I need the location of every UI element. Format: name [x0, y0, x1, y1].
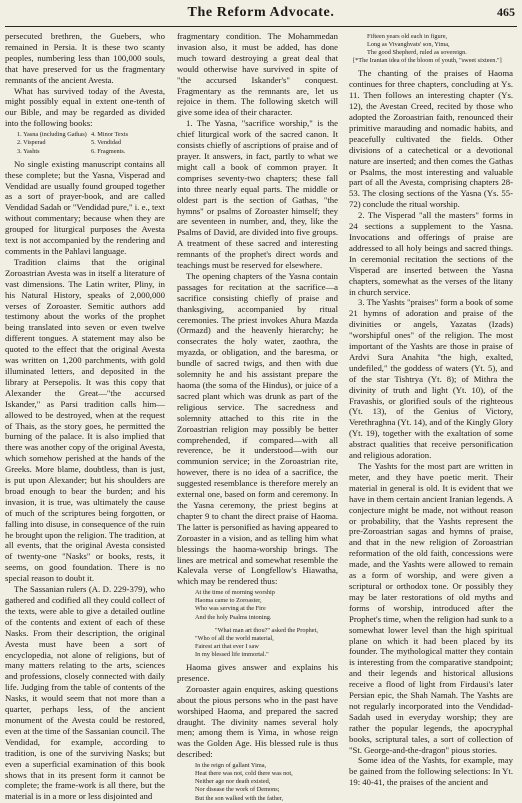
- paragraph: persecuted brethren, the Guebers, who remained in Persia. It is these two scanty peoples, numbering less than 100,000 souls, that have preserved for us the fragmentary remnants of the ancient Avesta.: [5, 31, 165, 85]
- verse-line: At the time of morning worship: [195, 589, 275, 597]
- verse-line: "Who of all the world material,: [195, 634, 274, 642]
- verse-line: Fairest art that ever I saw: [195, 642, 259, 650]
- verse-line: Long as Vivanghvats' son, Yima,: [367, 41, 450, 49]
- paragraph: Haoma gives answer and explains his presence.: [177, 661, 338, 683]
- column-left: [5, 31, 165, 802]
- verse-line: Nor disease the work of Demons;: [195, 786, 280, 794]
- verse-line: But the son walked with the father,: [195, 794, 284, 802]
- paragraph: 2. The Visperad "all the masters" forms in 24 sections a supplement to the Yasna. Invocations and offerings of praise are addressed to all holy beings and sacred things. In ceremonial recitation the sections of the Visperad are inserted between the Yasna chapters, somewhat as the verses of the litany in church service.: [349, 210, 513, 297]
- verse-line: "What man art thou?" asked the Prophet,: [215, 626, 318, 634]
- paragraph: The opening chapters of the Yasna contain passages for recitation at the sacrifice—a sacrifice consisting chiefly of praise and thanksgiving, accompanied by ritual ceremonies. The priest invokes Ahura Mazda (Ormazd) and the heavenly hierarchy; he consecrates the holy water, zaothra, the myazda, or obligation, and the baresma, or bundle of sacred twigs, and then with due solemnity he and his assistant prepare the haoma (the soma of the Hindus), or juice of a sacred plant which was drunk as part of the religious service. The sacredness and solemnity attached to this rite in the Zoroastrian religion may possibly be better comprehended, if compared—with all reverence, be it understood—with our communion service; in the Zoroastrian rite, however, there is no idea of a sacrifice, the suggested resemblance is therefore merely an external one, based on form and ceremony. In the Yasna ceremony, the priest begins at chapter 9 to chant the direct praise of Haoma. The latter is personified as having appeared to Zoroaster in a vision, and as telling him what blessings the haoma-worship brings. The lines are metrical and somewhat resemble the Kalevala verse of Longfellow's Hiawatha, which may be rendered thus:: [177, 270, 338, 587]
- nask-list: [17, 131, 165, 156]
- verse-quote: [195, 589, 338, 659]
- list-item: 5. Vendidad: [91, 139, 121, 147]
- paragraph: The Yashts for the most part are written in meter, and they have poetic merit. Their material in general is old. It is evident that we have in them certain ancient Iranian legends. A conjecture might be made, not without reason or probability, that the Yashts represent the pre-Zoroastrian sagas and hymns of praise, and that in the new religion of Zoroastrian reformation of the old faith, concessions were made, and the Yashts were allowed to remain as a form of worship, and were given a scriptural or orthodox tone. Or possibly they may be later restorations of old myths and forms of worship, introduced after the Prophet's time, when the religion had sunk to a somewhat lower level than the high spiritual plane on which it had been placed by its founder. The mythological matter they contain is interesting from the comparative standpoint; and their legends and historical allusions receive a flood of light from Firdausi's later Persian epic, the Shah Namah. The Yashts are not regularly incorporated into the Vendidad-Sadah used in everyday worship; they are rather the popular legends, the apocryphal books, scriptural tales, a sort of collection of "St. George-and-the-dragon" pious stories.: [349, 461, 513, 755]
- paragraph: The Sassanian rulers (A. D. 229-379), who gathered and codified all they could collect of the texts, were able to give a detailed outline of the contents and extent of each of these Nasks. From their description, the original Avesta must have been a sort of encyclopedia, not alone of religions, but of many matters relating to the arts, sciences and professions, closely connected with daily life. Judging from the table of contents of the Nasks, it would seem that not more than a quarter, perhaps less, of the ancient monument of the Avesta could be restored, even at the time of the Sassanian council. The Vendidad, for example, according to tradition, is one of the surviving Nasks; but even a superficial examination of this book shows that in its present form it cannot be complete; the frame-work is all there, but the material is in a more or less disjointed and: [5, 584, 165, 802]
- verse-line: The good Shepherd, ruled as sovereign.: [367, 49, 467, 57]
- verse-quote: [353, 33, 513, 65]
- page-number: 465: [497, 5, 515, 19]
- verse-line: Who was serving at the Fire: [195, 605, 266, 613]
- verse-line: In the reign of gallant Yima,: [195, 762, 267, 770]
- verse-line: Haoma came to Zoroaster,: [195, 597, 262, 605]
- list-item: 1. Yasna (including Gathas): [17, 131, 87, 139]
- verse-line: Neither age nor death existed,: [195, 778, 271, 786]
- paragraph: No single existing manuscript contains all these complete; but the Yasna, Visperad and Vendidad are usually found grouped together as a sort of prayer-book, and are called Vendidad Sadah or "Vendidad pure," i. e., text without commentary; because when they are grouped for liturgical purposes the Avesta text is not accompanied by the rendering and comments in the Pahlavi language.: [5, 158, 165, 257]
- verse-quote: [195, 762, 338, 802]
- running-header: [5, 0, 517, 27]
- paragraph: 1. The Yasna, "sacrifice worship," is the chief liturgical work of the sacred canon. It consists chiefly of ascriptions of praise and of prayer. It answers, in fact, partly to what we might call a book of common prayer. It comprises seventy-two chapters; these fall into three nearly equal parts. The middle or oldest part is the section of Gathas, "the hymns" or psalms of Zoroaster himself; they are seventeen in number, and, they, like the Psalms of David, are divided into five groups. A treatment of these sacred and interesting remnants of the prophet's direct words and teachings must be reserved for elsewhere.: [177, 118, 338, 271]
- running-title: The Reform Advocate.: [187, 5, 335, 20]
- paragraph: The chanting of the praises of Haoma continues for three chapters, concluding at Ys. 11. Then follows an interesting chapter (Ys. 12), the Avestan Creed, recited by those who adopted the Zoroastrian faith, renounced their primitive marauding and nomadic habits, and peacefully cultivated the fields. Other divisions of a catechetical or a devotional nature are inserted; and then comes the Gathas or Psalms, the most interesting and valuable part of all the Avesta, comprising chapters 28-53. The closing sections of the Yasna (Ys. 55-72) conclude the ritual worship.: [349, 68, 513, 210]
- footnote: [*The Iranian idea of the bloom of youth, "sweet sixteen."]: [353, 57, 502, 65]
- verse-line: In my blessed life immortal.": [195, 650, 269, 658]
- list-item: 6. Fragments.: [91, 147, 126, 155]
- verse-line: Fifteen years old each in figure,: [367, 33, 448, 40]
- paragraph: 3. The Yashts "praises" form a book of some 21 hymns of adoration and praise of the divinities or angels, Yazatas (Izads) "worshipful ones" of the religion. The most important of the Yashts are those in praise of Ardvi Sura Anahita "the high, exalted, undefiled," the goddess of waters (Yt. 5), and of the star Tishtrya (Yt. 8); of Mithra the divinity of truth and light (Yt. 10), of the Fravashis, or glorified souls of the righteous (Yt. 13), of the Genius of Victory, Verethraghna (Yt. 14), and of the Kingly Glory (Yt. 19), together with the exaltation of some abstract qualities that receive personification and religious adoration.: [349, 297, 513, 461]
- list-item: 3. Yashts: [17, 147, 40, 155]
- list-item: 2. Visperad: [17, 139, 46, 147]
- paragraph: Some idea of the Yashts, for example, may be gained from the following selections: In Yt. 19: 40-41, the praises of the ancient and: [349, 755, 513, 788]
- paragraph: Tradition claims that the original Zoroastrian Avesta was in itself a literature of vast dimensions. The Latin writer, Pliny, in his Natural History, speaks of 2,000,000 verses of Zoroaster. Semitic authors add testimony about the works of the prophet being translated into seven or even twelve different tongues. A statement may also be quoted to the effect that the original Avesta was written on 1,200 parchments, with gold illuminated letters, and deposited in the library at Persepolis. It was this copy that Alexander the Great—"the accursed Iskander," as Parsi tradition calls him—allowed to be destroyed, when at the request of Thais, as the story goes, he permitted the burning of the palace. It is also implied that there was another copy of the original Avesta, which somehow perished at the hands of the Greeks. More blame, doubtless, than is just, is put upon Alexander; but his shoulders are broad enough to bear the burden; and his invasion, it is true, was ultimately the cause of much of the scriptures being forgotten, or falling into disuse, in consequence of the ruin he brought upon the religion. The tradition, at all events, that the original Avesta consisted of twenty-one "Nasks" or books, rests, it seems, on good foundation. There is no special reason to doubt it.: [5, 256, 165, 584]
- list-item: 4. Minor Texts: [91, 131, 129, 139]
- paragraph: What has survived today of the Avesta, might possibly equal in extent one-tenth of our Bible, and may be regarded as divided into the following books:: [5, 85, 165, 129]
- paragraph: Zoroaster again enquires, asking questions about the pious persons who in the past have worshiped Haoma, and prepared the sacred draught. The divinity names several holy men; among them is Yima, in whose reign was the Golden Age. His blessed rule is thus described:: [177, 683, 338, 760]
- verse-line: Heat there was not, cold there was not,: [195, 770, 293, 778]
- paragraph: fragmentary condition. The Mohammedan invasion also, it must be added, has done much toward destroying a great deal that would otherwise have survived in spite of "the accursed Iskander's" conquest. Fragmentary as the remnants are, let us rejoice in them. The following sketch will give some idea of their character.: [177, 31, 338, 118]
- verse-line: And the holy Psalms intoning.: [195, 613, 272, 621]
- column-middle: [177, 31, 338, 802]
- column-right: [349, 31, 513, 788]
